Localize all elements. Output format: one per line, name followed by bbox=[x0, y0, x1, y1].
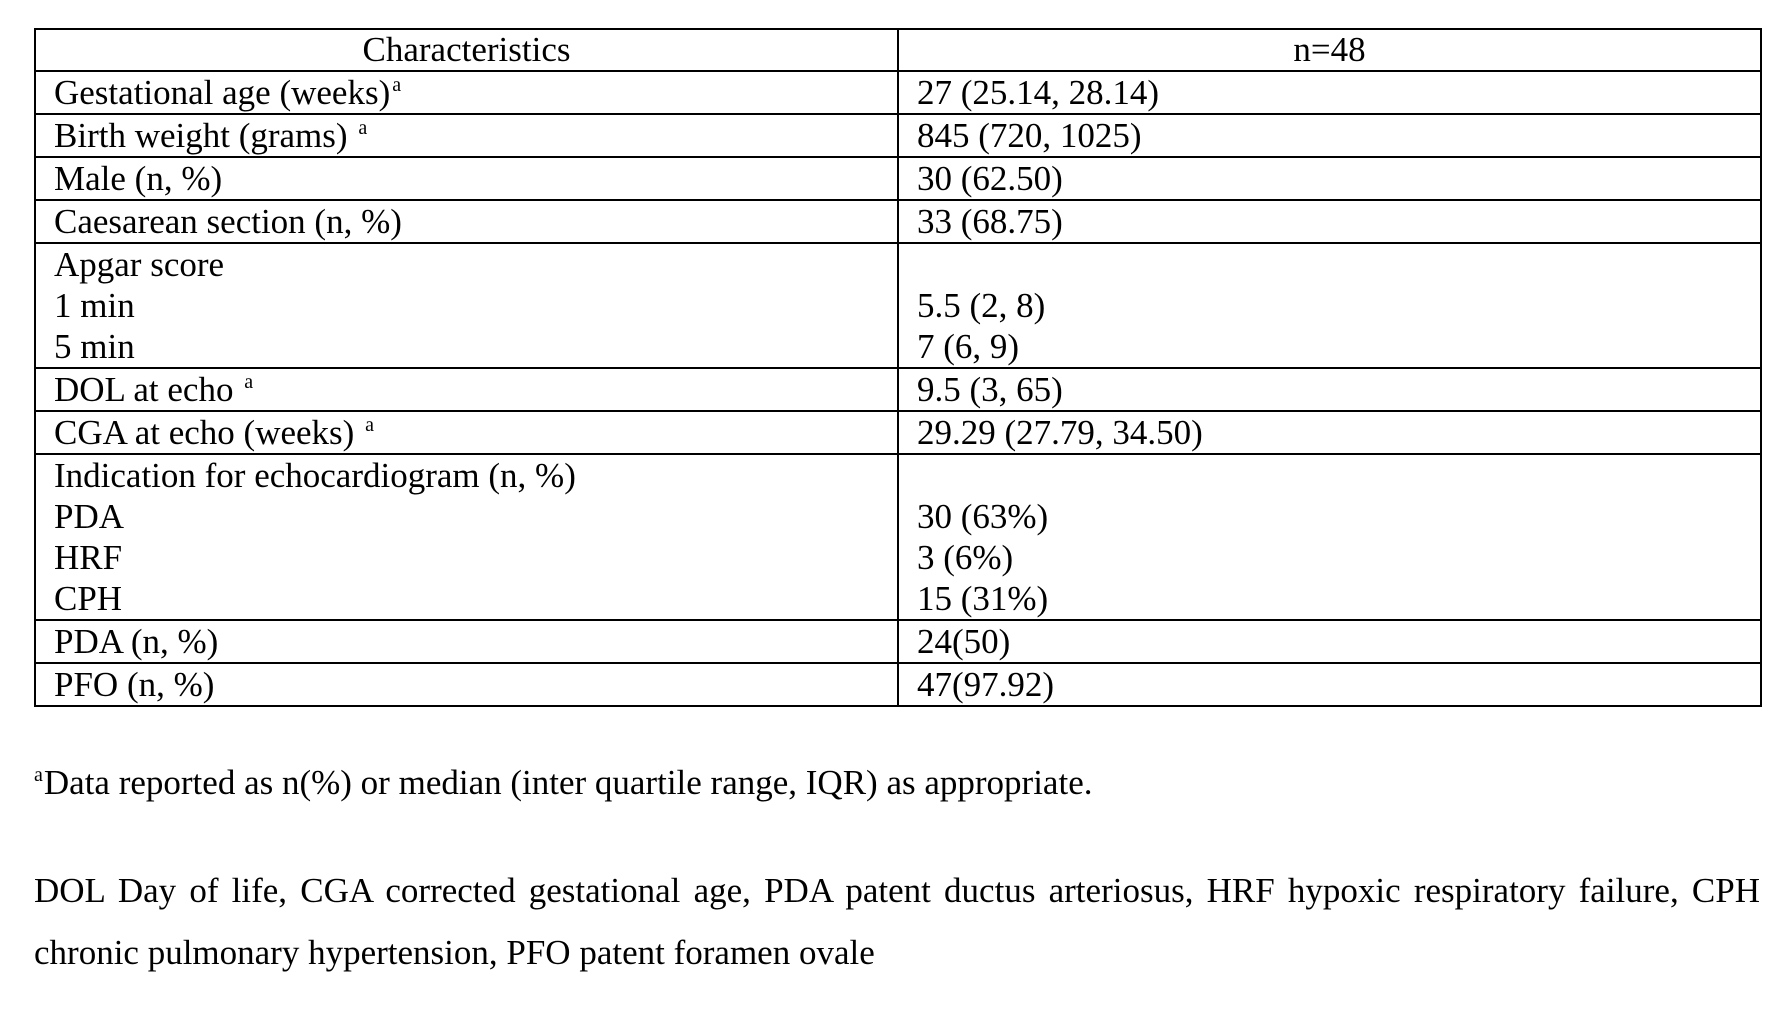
row-label: Birth weight (grams) $^a$ bbox=[35, 114, 898, 157]
table-row bbox=[35, 200, 1761, 243]
sub-value: 15 (31%) bbox=[917, 579, 1049, 618]
table-row bbox=[35, 411, 1761, 454]
footnote-marker: a bbox=[392, 74, 402, 96]
row-label: PFO (n, %) bbox=[35, 663, 898, 706]
sub-value: 3 (6%) bbox=[917, 538, 1014, 577]
table-row bbox=[35, 243, 1761, 368]
row-value bbox=[898, 454, 1761, 620]
sub-label: PDA bbox=[54, 497, 125, 536]
row-value: 30 (62.50) bbox=[898, 157, 1761, 200]
characteristics-table bbox=[34, 28, 1762, 707]
footnote-marker: a bbox=[358, 117, 368, 139]
table-row bbox=[35, 620, 1761, 663]
row-value: 24(50) bbox=[898, 620, 1761, 663]
table-row bbox=[35, 114, 1761, 157]
sub-value: 7 (6, 9) bbox=[917, 327, 1020, 366]
row-label: PDA (n, %) bbox=[35, 620, 898, 663]
footnote-marker: a bbox=[244, 371, 254, 393]
sub-label: CPH bbox=[54, 579, 123, 618]
row-value: 47(97.92) bbox=[898, 663, 1761, 706]
footnote-marker: a bbox=[34, 764, 43, 786]
sub-label: 5 min bbox=[54, 327, 135, 366]
sub-label: HRF bbox=[54, 538, 123, 577]
sub-value: 5.5 (2, 8) bbox=[917, 286, 1046, 325]
table-row bbox=[35, 71, 1761, 114]
table-row bbox=[35, 157, 1761, 200]
header-n: n=48 bbox=[898, 29, 1761, 71]
row-value: 33 (68.75) bbox=[898, 200, 1761, 243]
row-value: 9.5 (3, 65) bbox=[898, 368, 1761, 411]
row-value bbox=[898, 243, 1761, 368]
row-value: 29.29 (27.79, 34.50) bbox=[898, 411, 1761, 454]
row-label: CGA at echo (weeks) $^a$ bbox=[35, 411, 898, 454]
row-label: Male (n, %) bbox=[35, 157, 898, 200]
sub-label: 1 min bbox=[54, 286, 135, 325]
row-value: 27 (25.14, 28.14) bbox=[898, 71, 1761, 114]
row-label: Gestational age (weeks) $^a$ bbox=[35, 71, 898, 114]
row-label: DOL at echo $^a$ bbox=[35, 368, 898, 411]
row-label: Caesarean section (n, %) bbox=[35, 200, 898, 243]
row-label: Indication for echocardiogram (n, %) PDA HRF CPH bbox=[35, 454, 898, 620]
table-header-row bbox=[35, 29, 1761, 71]
row-value: 845 (720, 1025) bbox=[898, 114, 1761, 157]
footnote-marker: a bbox=[365, 414, 374, 436]
row-label: Apgar score 1 min 5 min bbox=[35, 243, 898, 368]
table-row bbox=[35, 368, 1761, 411]
footnote-data-reporting: $^a$Data reported as n(%) or median (inter quartile range, IQR) as appropriate. bbox=[34, 763, 1093, 802]
header-characteristics: Characteristics bbox=[35, 29, 898, 71]
sub-value: 30 (63%) bbox=[917, 497, 1049, 536]
footnote-abbreviations: DOL Day of life, CGA corrected gestational age, PDA patent ductus arteriosus, HRF hypoxic respiratory failure, CPH chronic pulmonary hypertension, PFO patent foramen ovale bbox=[34, 871, 1760, 972]
table-row bbox=[35, 454, 1761, 620]
table-row bbox=[35, 663, 1761, 706]
